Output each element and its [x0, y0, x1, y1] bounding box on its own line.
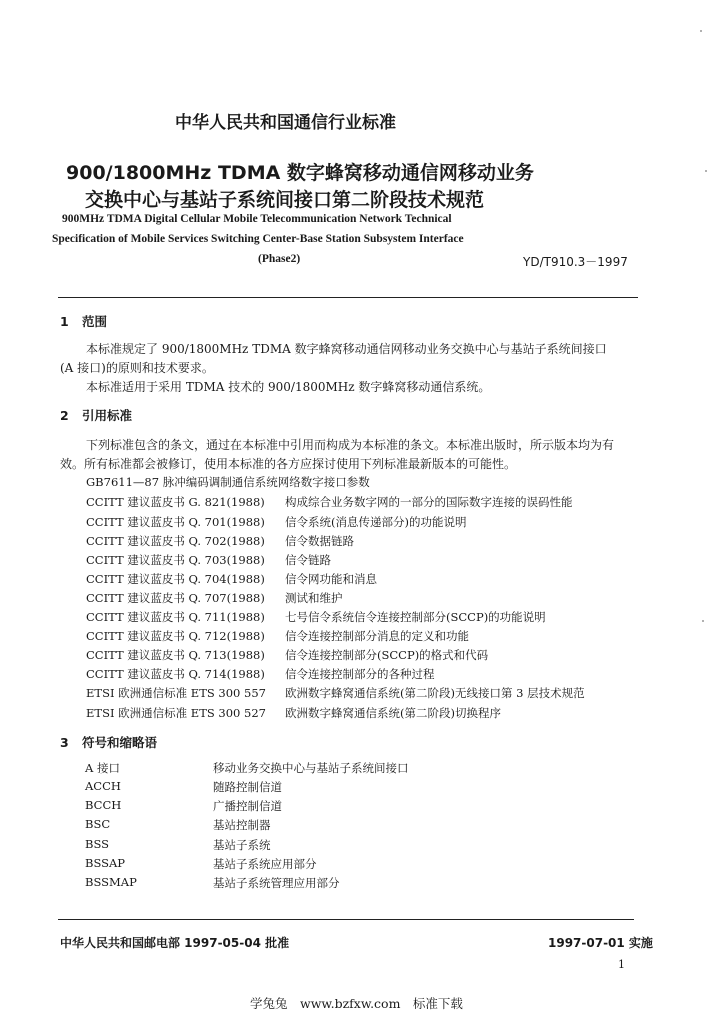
abbreviation-term: A 接口 — [85, 761, 120, 775]
reference-desc: 七号信令系统信令连接控制部分(SCCP)的功能说明 — [285, 610, 546, 624]
issuing-body-header: 中华人民共和国通信行业标准 — [175, 113, 396, 133]
reference-code: CCITT 建议蓝皮书 Q. 701(1988) — [86, 515, 265, 529]
scan-speck — [702, 620, 704, 622]
page-number: 1 — [618, 958, 625, 971]
abbreviation-definition: 移动业务交换中心与基站子系统间接口 — [213, 761, 409, 775]
abbreviation-definition: 基站子系统 — [213, 838, 271, 852]
section-2-heading — [60, 406, 132, 424]
abbreviation-definition: 随路控制信道 — [213, 780, 282, 794]
reference-code: CCITT 建议蓝皮书 Q. 711(1988) — [86, 610, 265, 624]
reference-code: CCITT 建议蓝皮书 Q. 707(1988) — [86, 591, 265, 605]
section-1-heading — [60, 312, 107, 330]
reference-code: ETSI 欧洲通信标准 ETS 300 527 — [86, 706, 266, 720]
reference-desc: 欧洲数字蜂窝通信系统(第二阶段)无线接口第 3 层技术规范 — [285, 686, 585, 700]
section-number: 1 — [60, 314, 69, 329]
reference-code: CCITT 建议蓝皮书 Q. 703(1988) — [86, 553, 265, 567]
title-cn-line-2: 交换中心与基站子系统间接口第二阶段技术规范 — [85, 189, 485, 211]
abbreviation-term: BSC — [85, 817, 111, 831]
title-en-line-1: 900MHz TDMA Digital Cellular Mobile Telecommunication Network Technical — [62, 213, 452, 225]
reference-desc: 测试和维护 — [285, 591, 343, 605]
section-2-paragraph-line-1: 下列标准包含的条文，通过在本标准中引用而构成为本标准的条文。本标准出版时，所示版本均为有 — [86, 438, 615, 452]
reference-code: CCITT 建议蓝皮书 Q. 714(1988) — [86, 667, 265, 681]
title-en-line-2: Specification of Mobile Services Switching Center-Base Station Subsystem Interface — [52, 233, 464, 245]
reference-code: CCITT 建议蓝皮书 G. 821(1988) — [86, 495, 265, 509]
section-number: 2 — [60, 408, 69, 423]
reference-code: CCITT 建议蓝皮书 Q. 702(1988) — [86, 534, 265, 548]
reference-desc: 信令数据链路 — [285, 534, 354, 548]
reference-desc: 信令链路 — [285, 553, 331, 567]
abbreviation-term: BCCH — [85, 798, 122, 812]
reference-gb7611: GB7611—87 脉冲编码调制通信系统网络数字接口参数 — [86, 475, 370, 489]
section-title: 符号和缩略语 — [82, 735, 158, 750]
section-2-paragraph-line-2: 效。所有标准都会被修订，使用本标准的各方应探讨使用下列标准最新版本的可能性。 — [60, 457, 517, 471]
abbreviation-definition: 基站子系统管理应用部分 — [213, 876, 340, 890]
header-divider — [58, 297, 638, 298]
section-number: 3 — [60, 735, 69, 750]
abbreviation-definition: 基站子系统应用部分 — [213, 857, 317, 871]
reference-desc: 构成综合业务数字网的一部分的国际数字连接的误码性能 — [285, 495, 573, 509]
abbreviation-term: ACCH — [85, 779, 121, 793]
reference-desc: 信令系统(消息传递部分)的功能说明 — [285, 515, 467, 529]
reference-desc: 信令连接控制部分消息的定义和功能 — [285, 629, 469, 643]
abbreviation-definition: 广播控制信道 — [213, 799, 282, 813]
reference-desc: 欧洲数字蜂窝通信系统(第二阶段)切换程序 — [285, 706, 501, 720]
abbreviation-definition: 基站控制器 — [213, 818, 271, 832]
title-en-line-3: (Phase2) — [258, 253, 301, 265]
watermark-text: 学兔兔 www.bzfxw.com 标准下载 — [250, 996, 463, 1011]
section-1-paragraph-1-line-1: 本标准规定了 900/1800MHz TDMA 数字蜂窝移动通信网移动业务交换中心与基站子系统间接口 — [86, 342, 607, 356]
reference-desc: 信令连接控制部分的各种过程 — [285, 667, 435, 681]
section-1-paragraph-1-line-2: (A 接口)的原则和技术要求。 — [60, 361, 214, 375]
abbreviation-term: BSSMAP — [85, 875, 137, 889]
abbreviation-term: BSS — [85, 837, 110, 851]
reference-desc: 信令连接控制部分(SCCP)的格式和代码 — [285, 648, 489, 662]
reference-code: CCITT 建议蓝皮书 Q. 712(1988) — [86, 629, 265, 643]
approval-statement: 中华人民共和国邮电部 1997-05-04 批准 — [60, 936, 290, 950]
standard-number: YD/T910.3－1997 — [523, 255, 628, 269]
abbreviation-term: BSSAP — [85, 856, 126, 870]
reference-code: ETSI 欧洲通信标准 ETS 300 557 — [86, 686, 266, 700]
section-1-paragraph-2: 本标准适用于采用 TDMA 技术的 900/1800MHz 数字蜂窝移动通信系统。 — [86, 380, 491, 394]
reference-desc: 信令网功能和消息 — [285, 572, 377, 586]
reference-code: CCITT 建议蓝皮书 Q. 704(1988) — [86, 572, 265, 586]
section-title: 引用标准 — [82, 408, 133, 423]
footer-divider — [58, 919, 634, 920]
section-3-heading — [60, 733, 157, 751]
title-cn-line-1: 900/1800MHz TDMA 数字蜂窝移动通信网移动业务 — [66, 162, 534, 184]
effective-date: 1997-07-01 实施 — [548, 936, 653, 950]
reference-code: CCITT 建议蓝皮书 Q. 713(1988) — [86, 648, 265, 662]
scan-speck — [705, 170, 707, 172]
section-title: 范围 — [82, 314, 108, 329]
scan-speck — [700, 30, 702, 32]
